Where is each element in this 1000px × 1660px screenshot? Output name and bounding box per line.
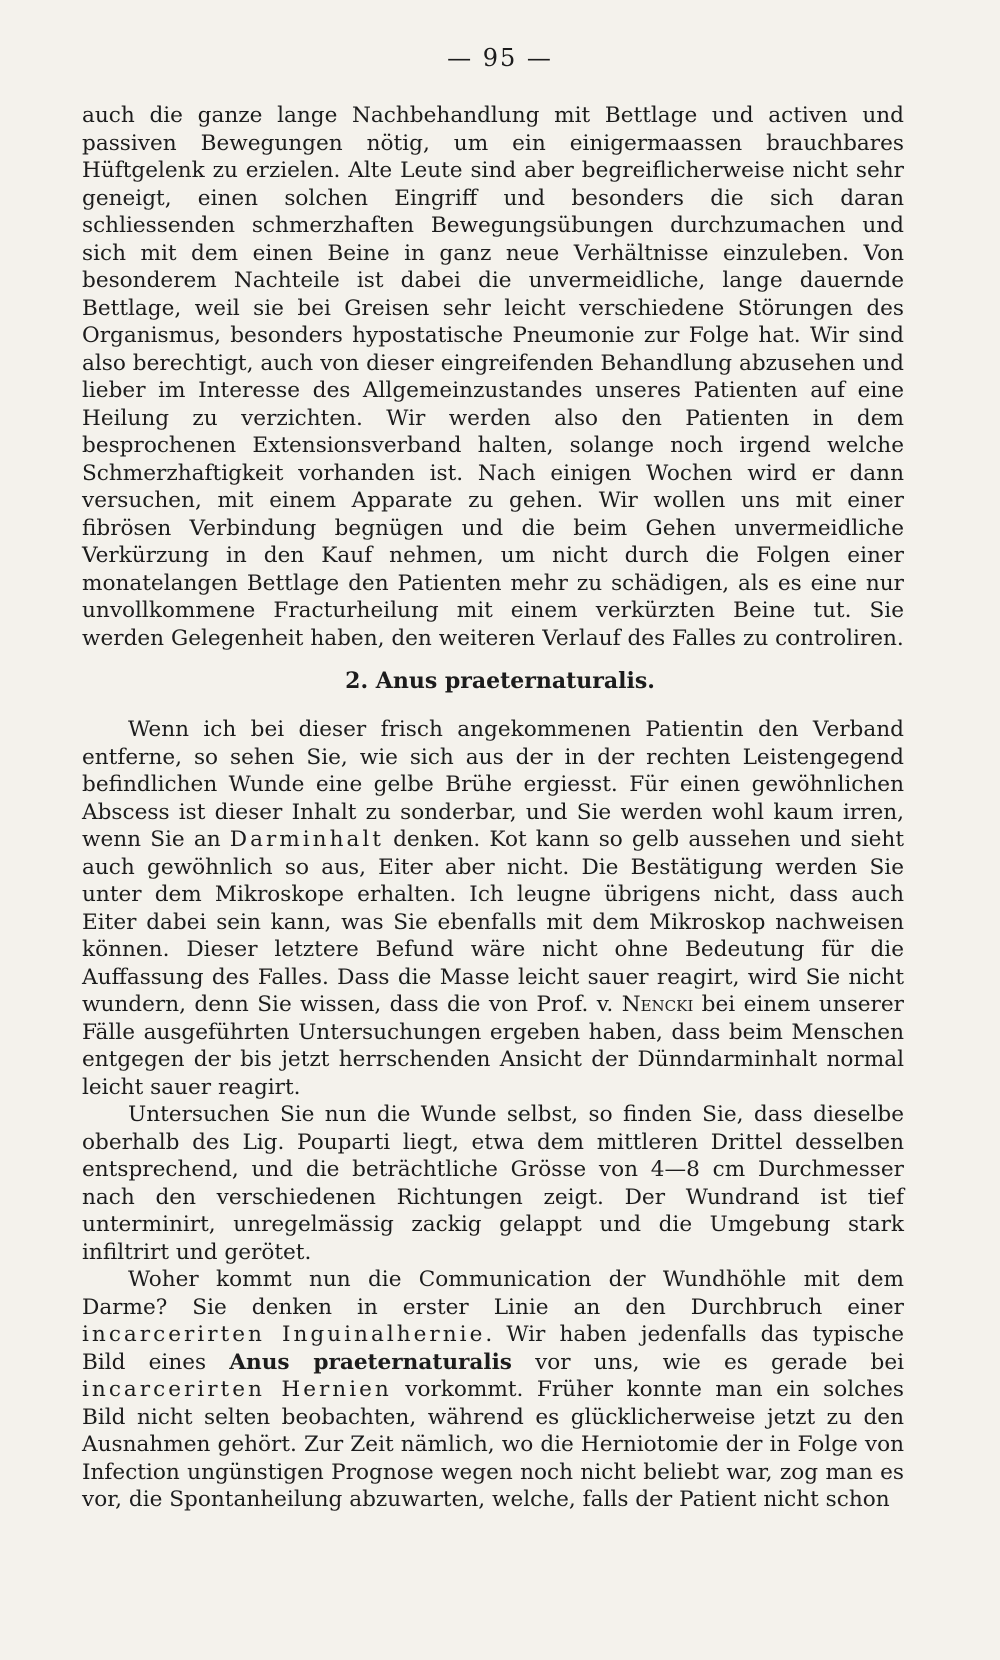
author-name-nencki: Nencki <box>621 992 694 1017</box>
paragraph-wunde: Untersuchen Sie nun die Wunde selbst, so finden Sie, dass dieselbe oberhalb des Lig. Pouparti liegt, etwa dem mittleren Drittel desselben entsprechend, und die beträchtliche Grösse von 4—8 cm Durchmesser nach den verschiedenen Richtungen zeigt. Der Wundrand ist tief unterminirt, unregelmässig zackig gelappt und die Umgebung stark infiltrirt und gerötet. <box>82 1102 904 1265</box>
text-run: denken. Kot kann so gelb aussehen und sieht auch gewöhnlich so aus, Eiter aber nicht. Die Bestätigung werden Sie unter dem Mikroskope erhalten. Ich leugne übrigens nicht, dass auch Eiter dabei sein kann, was Sie ebenfalls mit dem Mikroskop nachweisen können. Dieser letztere Befund wäre nicht ohne Bedeutung für die Auffassung des Falles. Dass die Masse leicht sauer reagirt, wird Sie nicht wundern, denn Sie wissen, dass die von Prof. v. <box>82 827 904 1017</box>
bold-term-anus-praeternaturalis: Anus praeternaturalis <box>229 1349 512 1375</box>
text-block-top <box>82 102 904 652</box>
spaced-term-hernien: incarcerirten Hernien <box>82 1377 392 1402</box>
paragraph-communication <box>82 1266 904 1514</box>
text-block-bottom <box>82 716 904 1514</box>
paragraph-continuation: auch die ganze lange Nachbehandlung mit Bettlage und activen und passiven Bewegungen nötig, um ein einigermaassen brauchbares Hüftgelenk zu erzielen. Alte Leute sind aber begreiflicherweise nicht sehr geneigt, einen solchen Eingriff und besonders die sich daran schliessenden schmerzhaften Bewegungsübungen durchzumachen und sich mit dem einen Beine in ganz neue Verhältnisse einzuleben. Von besonderem Nachteile ist dabei die unvermeidliche, lange dauernde Bettlage, weil sie bei Greisen sehr leicht verschiedene Störungen des Organismus, besonders hypostatische Pneumonie zur Folge hat. Wir sind also berechtigt, auch von dieser eingreifenden Behandlung abzusehen und lieber im Interesse des Allgemeinzustandes unseres Patienten auf eine Heilung zu verzichten. Wir werden also den Patienten in dem besprochenen Extensionsverband halten, solange noch irgend welche Schmerzhaftigkeit vorhanden ist. Nach einigen Wochen wird er dann versuchen, mit einem Apparate zu gehen. Wir wollen uns mit einer fibrösen Verbindung begnügen und die beim Gehen unvermeidliche Verkürzung in den Kauf nehmen, um nicht durch die Folgen einer monatelangen Bettlage den Patienten mehr zu schädigen, als es eine nur unvollkommene Fracturheilung mit einem verkürzten Beine tut. Sie werden Gelegenheit haben, den weiteren Verlauf des Falles zu controliren. <box>82 103 904 651</box>
text-run: bei einem unserer Fälle ausgeführten Untersuchungen ergeben haben, dass beim Menschen entgegen der bis jetzt herrschenden Ansicht der Dünndarminhalt normal leicht sauer reagirt. <box>82 992 904 1100</box>
section-heading: 2. Anus praeternaturalis. <box>345 668 655 694</box>
text-run: Woher kommt nun die Communication der Wundhöhle mit dem Darme? Sie denken in erster Linie an den Durchbruch einer <box>82 1267 904 1320</box>
text-run: vorkommt. Früher konnte man ein solches Bild nicht selten beobachten, während es glücklicherweise jetzt zu den Ausnahmen gehört. Zur Zeit nämlich, wo die Herniotomie der in Folge von Infection ungünstigen Prognose wegen noch nicht beliebt war, zog man es vor, die Spontanheilung abzuwarten, welche, falls der Patient nicht schon <box>82 1377 904 1512</box>
spaced-term-darminhalt: Darminhalt <box>229 827 384 852</box>
spaced-term-inguinalhernie: incarcerirten Inguinalhernie <box>82 1322 486 1347</box>
text-run: vor uns, wie es gerade bei <box>511 1349 905 1375</box>
text-run: . Wir haben jedenfalls das typische Bild eines <box>82 1322 905 1375</box>
text-run: Wenn ich bei dieser frisch angekommenen Patientin den Verband entferne, so sehen Sie, wie sich aus der in der rechten Leistengegend befindlichen Wunde eine gelbe Brühe ergiesst. Für einen gewöhnlichen Abscess ist dieser Inhalt zu sonderbar, und Sie werden wohl kaum irren, wenn Sie an <box>82 717 904 852</box>
page-number: — 95 — <box>447 44 553 72</box>
paragraph-verband <box>82 716 904 1101</box>
